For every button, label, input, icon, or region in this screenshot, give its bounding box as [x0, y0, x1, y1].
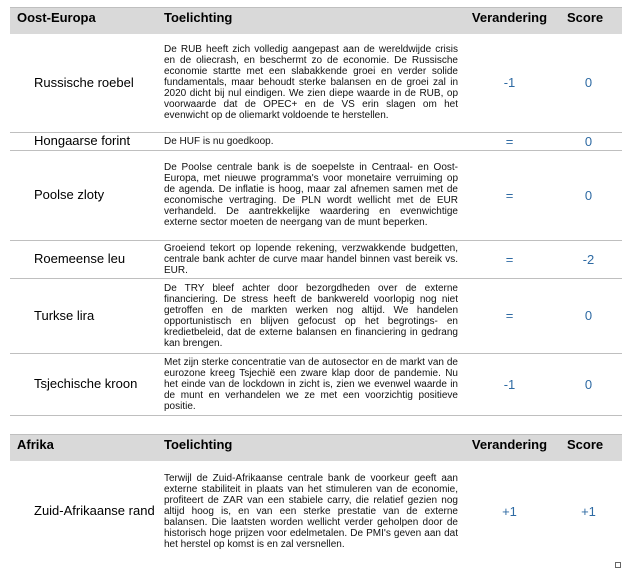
currency-name: Poolse zloty [10, 150, 164, 240]
explanation-text: De RUB heeft zich volledig aangepast aan de wereldwijde crisis en de oliecrash, en beschermt zo de economie. De Russische economie startte met een slabakkende groei en verder solide fundamentals, maar behoudt sterke balansen en de groei zal in 2020 dicht bij nul eindigen. We zien diepe waarde in de RUB, op voorwaarde dat de OPEC+ en de VS erin slagen om het evenwicht op de oliemarkt voldoende te herstellen. [164, 34, 464, 132]
score-header: Score [555, 435, 622, 462]
explanation-text: Terwijl de Zuid-Afrikaanse centrale bank de voorkeur geeft aan externe stabiliteit in plaats van het stimuleren van de economie, profiteert de ZAR van een stabiele carry, die relatief gezien nog altijd hoog is, en van een sterke prestatie van de externe balansen. Die laatsten worden wellicht verder geholpen door de historisch hoge prijzen voor edelmetalen. De PMI's geven aan dat het herstel op komst is en zal versnellen. [164, 472, 458, 550]
header-row [10, 435, 622, 462]
change-header: Verandering [464, 435, 555, 462]
score-value: 0 [555, 353, 622, 415]
currency-name: Roemeense leu [10, 240, 164, 278]
explanation-text: De HUF is nu goedkoop. [164, 132, 464, 150]
score-value: 0 [555, 132, 622, 150]
change-value: -1 [464, 34, 555, 132]
table-oost-europa [10, 7, 622, 416]
header-row [10, 8, 622, 35]
table-row [10, 34, 622, 132]
change-value: = [464, 150, 555, 240]
table-row [10, 353, 622, 415]
table-row [10, 150, 622, 240]
explanation-text: Groeiend tekort op lopende rekening, verzwakkende budgetten, centrale bank achter de curve maar handel binnen vast bereik vs. EUR. [164, 240, 464, 278]
currency-name: Turkse lira [10, 278, 164, 353]
table-row [10, 132, 622, 150]
currency-name: Tsjechische kroon [10, 353, 164, 415]
change-value: = [464, 278, 555, 353]
currency-name: Russische roebel [10, 34, 164, 132]
explanation-text: Met zijn sterke concentratie van de autosector en de markt van de eurozone kreeg Tsjechië een zware klap door de pandemie. Nu het einde van de lockdown in zicht is, zien we evenwel waarde in de munt en verhandelen we ze met een voorzichtig positieve positie. [164, 353, 464, 415]
score-value: +1 [581, 503, 596, 519]
table-row [10, 278, 622, 353]
change-value: -1 [464, 353, 555, 415]
score-header: Score [555, 8, 622, 35]
score-value: 0 [555, 150, 622, 240]
change-value: = [464, 132, 555, 150]
explanation-header: Toelichting [164, 435, 464, 462]
region-header: Oost-Europa [10, 8, 164, 35]
score-value: -2 [555, 240, 622, 278]
resize-handle[interactable] [615, 562, 621, 568]
explanation-text: De TRY bleef achter door bezorgdheden over de externe financiering. De stress heeft de bankwereld voorlopig nog niet getroffen en de markten werken nog altijd. We handelen opportunistisch en blijven gefocust op het begrotings- en kredietbeleid, dat de externe balansen en financiering in gedrang kan brengen. [164, 278, 464, 353]
change-value: = [464, 240, 555, 278]
change-value: +1 [502, 503, 517, 519]
table-row [10, 240, 622, 278]
explanation-text: De Poolse centrale bank is de soepelste in Centraal- en Oost-Europa, met nieuwe programma's voor monetaire verruiming op de agenda. De inflatie is hoog, maar zal afnemen samen met de economische vertraging. De PLN wordt wellicht met de EUR verhandeld. De aantrekkelijke waardering en evenwichtige externe sector moeten de neergang van de munt beperken. [164, 150, 464, 240]
region-header: Afrika [10, 435, 164, 462]
explanation-header: Toelichting [164, 8, 464, 35]
table-afrika [10, 434, 622, 561]
table-row [10, 461, 622, 561]
score-value: 0 [555, 34, 622, 132]
change-header: Verandering [464, 8, 555, 35]
currency-name: Zuid-Afrikaanse rand [34, 503, 155, 518]
score-value: 0 [555, 278, 622, 353]
currency-name: Hongaarse forint [10, 132, 164, 150]
